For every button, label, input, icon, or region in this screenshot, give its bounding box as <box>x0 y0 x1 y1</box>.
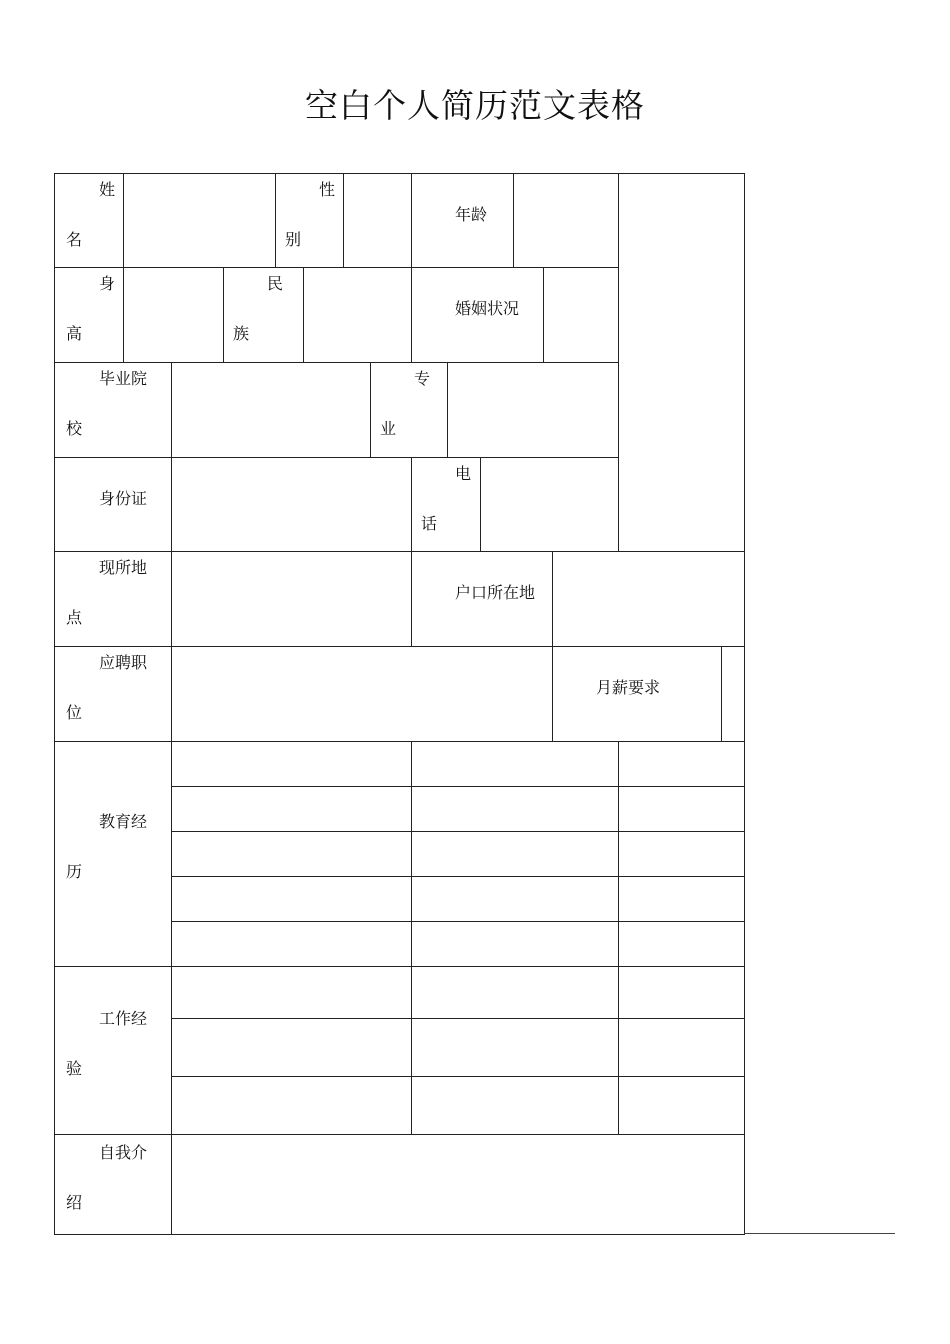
work-cell-period[interactable] <box>171 1018 412 1077</box>
salary-label-cell <box>552 646 722 742</box>
name-input-cell[interactable] <box>123 173 276 268</box>
field-label-gender-2: 别 <box>285 230 302 249</box>
education-cell-period[interactable] <box>171 876 412 922</box>
work-cell-period[interactable] <box>171 966 412 1019</box>
education-label-cell <box>54 741 172 967</box>
field-label-position-2: 位 <box>66 703 83 722</box>
field-label-gender-1: 性 <box>319 180 336 199</box>
idcard-input-cell[interactable] <box>171 457 412 552</box>
education-cell-detail[interactable] <box>618 921 745 967</box>
education-cell-period[interactable] <box>171 921 412 967</box>
field-label-age: 年龄 <box>455 205 488 224</box>
education-cell-school[interactable] <box>411 741 619 787</box>
field-label-marital: 婚姻状况 <box>455 299 520 318</box>
field-label-work-1: 工作经 <box>99 1009 148 1028</box>
work-label-cell <box>54 966 172 1135</box>
age-input-cell[interactable] <box>513 173 619 268</box>
field-label-hukou: 户口所在地 <box>455 583 536 602</box>
page-title: 空白个人简历范文表格 <box>305 86 645 125</box>
school-input-cell[interactable] <box>171 362 371 458</box>
address-input-cell[interactable] <box>171 551 412 647</box>
field-label-salary: 月薪要求 <box>596 678 661 697</box>
work-cell-company[interactable] <box>411 966 619 1019</box>
field-label-intro-2: 绍 <box>66 1193 83 1212</box>
field-label-name-2: 名 <box>66 230 83 249</box>
height-label-cell <box>54 267 124 363</box>
work-cell-company[interactable] <box>411 1076 619 1135</box>
field-label-position-1: 应聘职 <box>99 653 148 672</box>
phone-label-cell <box>411 457 481 552</box>
field-label-name-1: 姓 <box>99 180 116 199</box>
field-label-school-2: 校 <box>66 419 83 438</box>
field-label-school-1: 毕业院 <box>99 369 148 388</box>
field-label-address-2: 点 <box>66 608 83 627</box>
field-label-ethnicity-1: 民 <box>267 274 284 293</box>
position-input-cell[interactable] <box>171 646 553 742</box>
education-cell-period[interactable] <box>171 741 412 787</box>
extended-rule-line <box>744 1233 895 1234</box>
education-cell-detail[interactable] <box>618 741 745 787</box>
field-label-height-1: 身 <box>99 274 116 293</box>
gender-label-cell <box>275 173 344 268</box>
education-cell-detail[interactable] <box>618 786 745 832</box>
position-label-cell <box>54 646 172 742</box>
intro-label-cell <box>54 1134 172 1235</box>
work-cell-detail[interactable] <box>618 966 745 1019</box>
education-cell-detail[interactable] <box>618 876 745 922</box>
education-cell-period[interactable] <box>171 831 412 877</box>
education-cell-school[interactable] <box>411 876 619 922</box>
name-label-cell <box>54 173 124 268</box>
field-label-education-1: 教育经 <box>99 812 148 831</box>
field-label-phone-1: 电 <box>455 464 472 483</box>
work-cell-period[interactable] <box>171 1076 412 1135</box>
field-label-major-1: 专 <box>414 369 431 388</box>
field-label-address-1: 现所地 <box>99 558 148 577</box>
field-label-height-2: 高 <box>66 324 83 343</box>
field-label-ethnicity-2: 族 <box>233 324 250 343</box>
education-cell-detail[interactable] <box>618 831 745 877</box>
marital-label-cell <box>411 267 544 363</box>
intro-input-cell[interactable] <box>171 1134 745 1235</box>
field-label-education-2: 历 <box>66 862 83 881</box>
field-label-major-2: 业 <box>380 419 397 438</box>
photo-cell[interactable] <box>618 173 745 552</box>
age-label-cell <box>411 173 514 268</box>
idcard-label-cell <box>54 457 172 552</box>
major-input-cell[interactable] <box>447 362 619 458</box>
major-label-cell <box>370 362 448 458</box>
education-cell-school[interactable] <box>411 786 619 832</box>
education-cell-school[interactable] <box>411 831 619 877</box>
field-label-idcard: 身份证 <box>99 489 148 508</box>
field-label-intro-1: 自我介 <box>99 1143 148 1162</box>
hukou-label-cell <box>411 551 553 647</box>
gender-input-cell[interactable] <box>343 173 412 268</box>
salary-input-cell[interactable] <box>721 646 745 742</box>
hukou-input-cell[interactable] <box>552 551 745 647</box>
marital-input-cell[interactable] <box>543 267 619 363</box>
ethnicity-label-cell <box>223 267 304 363</box>
ethnicity-input-cell[interactable] <box>303 267 412 363</box>
work-cell-detail[interactable] <box>618 1018 745 1077</box>
work-cell-detail[interactable] <box>618 1076 745 1135</box>
field-label-phone-2: 话 <box>421 514 438 533</box>
education-cell-period[interactable] <box>171 786 412 832</box>
education-cell-school[interactable] <box>411 921 619 967</box>
address-label-cell <box>54 551 172 647</box>
school-label-cell <box>54 362 172 458</box>
height-input-cell[interactable] <box>123 267 224 363</box>
field-label-work-2: 验 <box>66 1059 83 1078</box>
phone-input-cell[interactable] <box>480 457 619 552</box>
work-cell-company[interactable] <box>411 1018 619 1077</box>
